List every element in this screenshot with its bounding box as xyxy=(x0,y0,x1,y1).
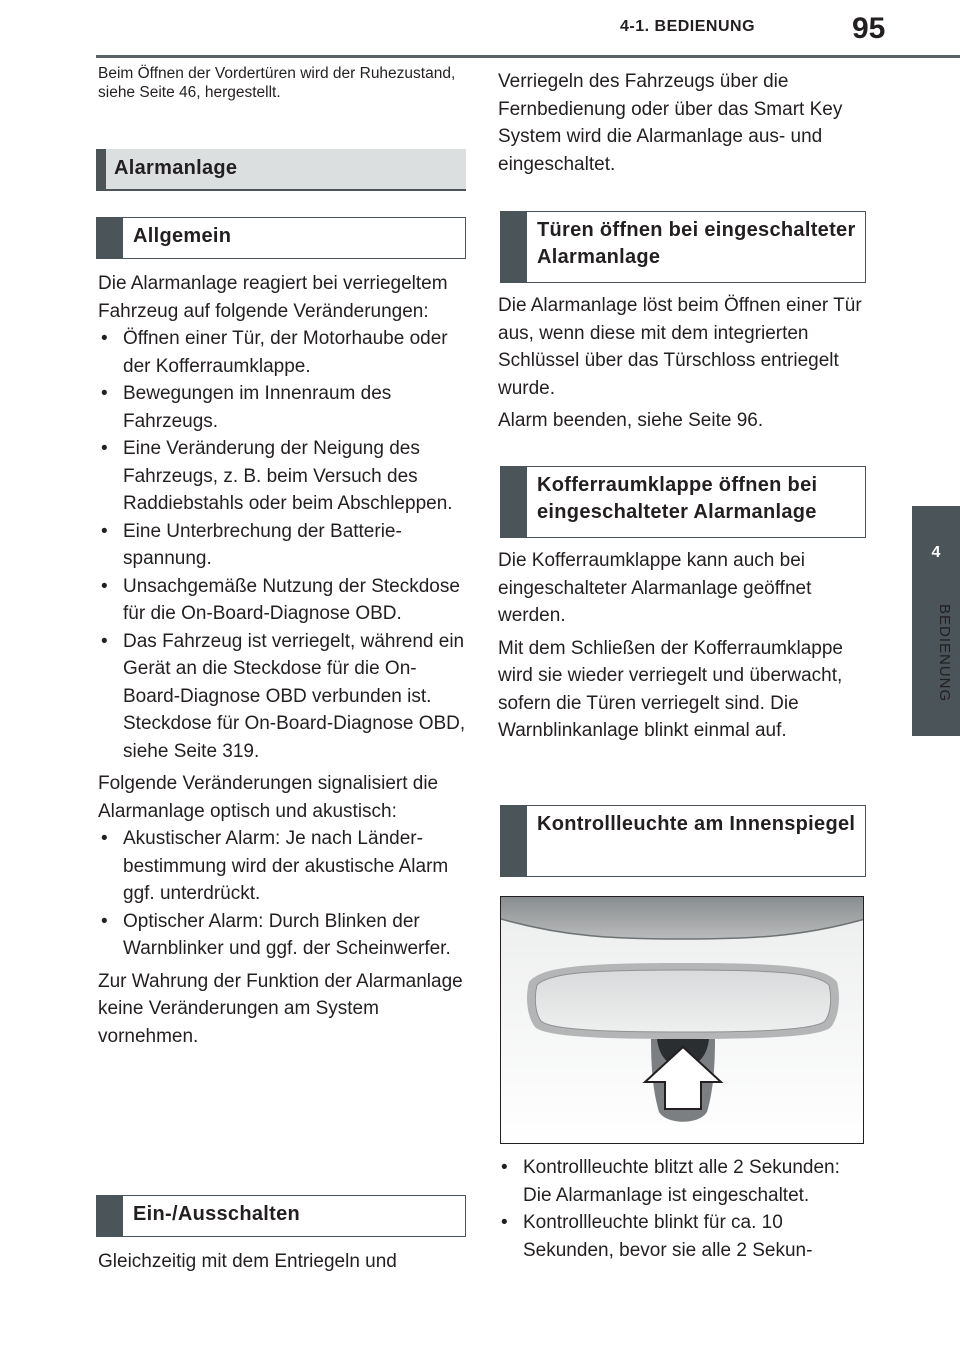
doors-alarm-end: Alarm beenden, siehe Seite 96. xyxy=(498,410,764,431)
signal-intro: Folgende Veränderungen signalisiert die Alarmanlage optisch und akustisch: xyxy=(98,773,439,822)
general-section xyxy=(98,270,466,1050)
chapter-tab-label: BEDIENUNG xyxy=(936,604,953,703)
doors-section xyxy=(498,292,866,435)
list-item: • Öffnen einer Tür, der Motorhaube oder der Kofferraumklappe. xyxy=(98,325,466,380)
signal-bullet-list xyxy=(98,825,466,963)
list-item: • Bewegungen im Innenraum des Fahrzeugs. xyxy=(98,380,466,435)
indicator-bullet-list xyxy=(498,1154,866,1264)
trunk-section xyxy=(498,547,866,745)
switch-text-end-block xyxy=(498,68,866,178)
subheading-kofferraumklappe xyxy=(500,466,866,538)
mirror-image xyxy=(501,897,864,1144)
function-note: Zur Wahrung der Funktion der Alarmanlage keine Veränderungen am System vornehmen. xyxy=(98,970,463,1047)
subheading-text: Kontrollleuchte am Innenspiegel xyxy=(537,813,856,835)
list-item: • Eine Veränderung der Neigung des Fahrzeugs, z. B. beim Versuch des Raddiebstahls oder beim Abschleppen. xyxy=(98,435,466,518)
general-intro: Die Alarmanlage reagiert bei verriegeltem Fahrzeug auf folgende Veränderungen: xyxy=(98,273,448,322)
chapter-tab-number: 4 xyxy=(931,544,941,561)
subheading-allgemein xyxy=(96,217,466,259)
section-heading-text: Alarmanlage xyxy=(114,157,238,179)
trunk-text: Mit dem Schließen der Kofferraumklappe wird sie wieder verriegelt und überwacht, sofern die Türen verriegelt sind. Die Warnblinkanlage blinkt einmal auf. xyxy=(498,637,843,741)
list-item: • Das Fahrzeug ist verriegelt, während ein Gerät an die Steckdose für die On-Board-Diagnose OBD verbunden ist. Steckdose für On-Board-Diagnose OBD, siehe Seite 319. xyxy=(98,628,466,766)
subheading-text: Allgemein xyxy=(133,225,232,247)
subheading-text: Ein-/Ausschalten xyxy=(133,1203,301,1225)
list-item: • Unsachgemäße Nutzung der Steckdose für die On-Board-Diagnose OBD. xyxy=(98,573,466,628)
switch-text-start-block xyxy=(98,1248,466,1276)
mirror-illustration xyxy=(500,896,864,1144)
subheading-tueren-oeffnen xyxy=(500,211,866,283)
switch-text-end: Verriegeln des Fahrzeugs über die Fernbedienung oder über das Smart Key System wird die Alarmanlage aus- und eingeschaltet. xyxy=(498,71,843,175)
indicator-section xyxy=(498,1154,866,1264)
intro-text: Beim Öffnen der Vordertüren wird der Ruhezustand, siehe Seite 46, hergestellt. xyxy=(98,65,456,101)
page-number: 95 xyxy=(852,12,886,45)
header-rule xyxy=(96,55,960,58)
subheading-text: Türen öffnen bei eingeschalteter Alarmanlage xyxy=(537,219,856,268)
doors-text: Die Alarmanlage löst beim Öffnen einer Tür aus, wenn diese mit dem integrierten Schlüssel über das Türschloss entriegelt wurde. xyxy=(498,295,862,399)
left-column xyxy=(98,64,468,102)
list-item: • Eine Unterbrechung der Batteriespannung. xyxy=(98,518,466,573)
switch-text-start: Gleichzeitig mit dem Entriegeln und xyxy=(98,1251,397,1272)
list-item: • Optischer Alarm: Durch Blinken der Warnblinker und ggf. der Scheinwerfer. xyxy=(98,908,466,963)
running-header-title: 4-1. BEDIENUNG xyxy=(620,18,756,35)
subheading-kontrollleuchte xyxy=(500,805,866,877)
list-item: • Akustischer Alarm: Je nach Länderbestimmung wird der akustische Alarm ggf. unterdrückt. xyxy=(98,825,466,908)
section-heading-alarmanlage xyxy=(96,149,466,191)
list-item: • Kontrollleuchte blinkt für ca. 10 Sekunden, bevor sie alle 2 Sekun- xyxy=(498,1209,866,1264)
list-item: • Kontrollleuchte blitzt alle 2 Sekunden: Die Alarmanlage ist eingeschaltet. xyxy=(498,1154,866,1209)
general-bullet-list xyxy=(98,325,466,765)
subheading-ein-ausschalten xyxy=(96,1195,466,1237)
mirror-glass xyxy=(535,970,830,1032)
trunk-text: Die Kofferraumklappe kann auch bei eingeschalteter Alarmanlage geöffnet werden. xyxy=(498,550,812,626)
subheading-text: Kofferraumklappe öffnen bei eingeschalteter Alarmanlage xyxy=(537,474,818,523)
